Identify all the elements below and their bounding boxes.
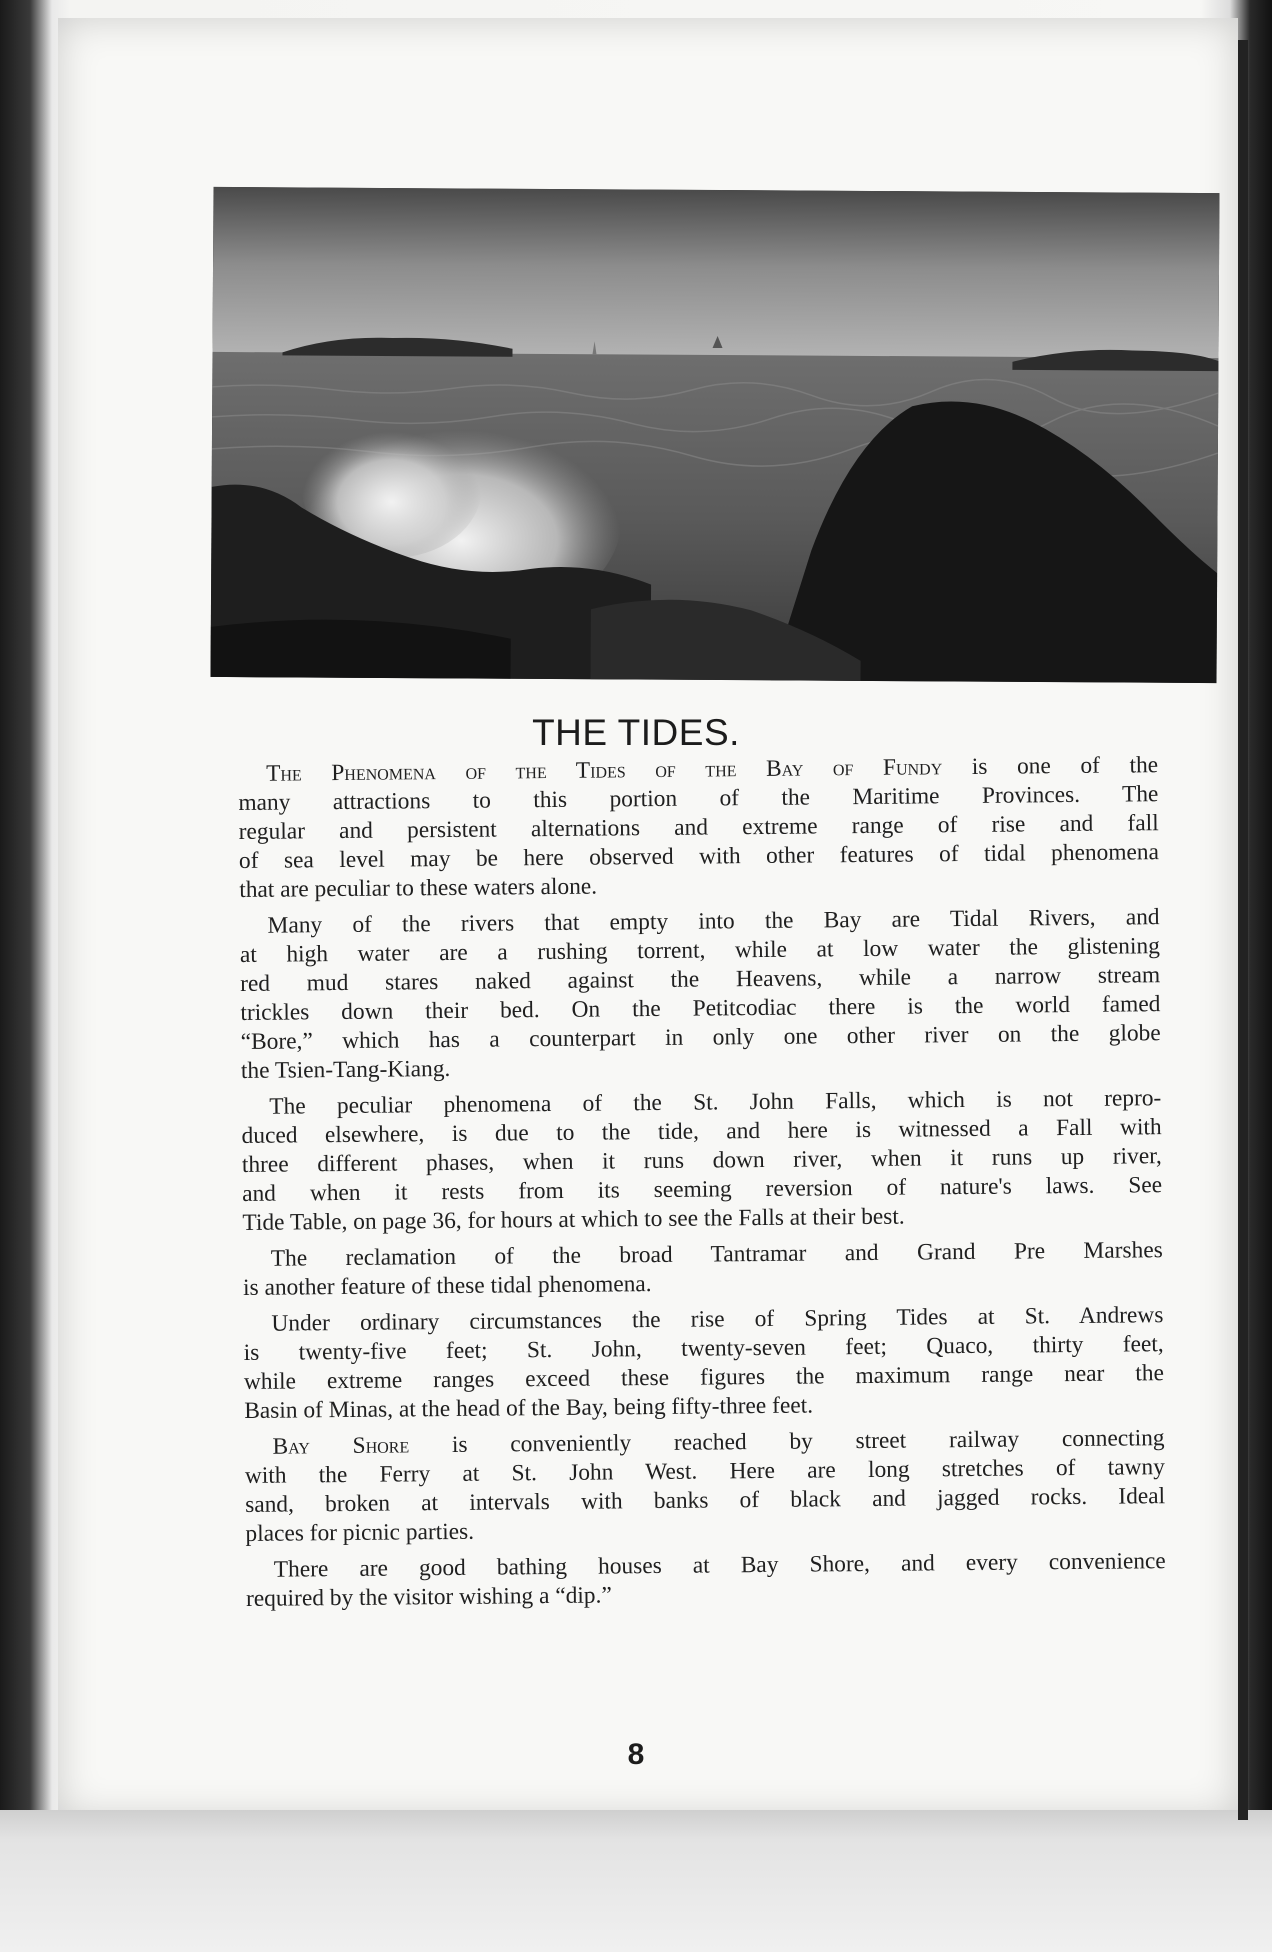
line-text: “Bore,” which has a counterpart in only one other river on the globe [240,1020,1161,1055]
line-text: while extreme ranges exceed these figures the maximum range near the [243,1360,1165,1395]
page-title: THE TIDES. [532,712,740,753]
line-text: Tide Table, on page 36, for hours at which to see the Falls at their best. [242,1203,905,1236]
line-text: duced elsewhere, is due to the tide, and here is witnessed a Fall with [241,1114,1162,1149]
line-text: regular and persistent alternations and extreme range of rise and fall [238,810,1159,845]
line-text: sand, broken at intervals with banks of black and jagged rocks. Ideal [245,1483,1166,1518]
line-text: is one of the [942,752,1159,781]
paragraph [243,1236,1164,1303]
scan-bottom-margin [0,1810,1272,1952]
paragraph [243,1301,1164,1426]
line-text: The reclamation of the broad Tantramar and Grand Pre Marshes [270,1237,1163,1272]
page-number: 8 [627,1738,645,1771]
seascape-illustration [211,187,1220,683]
line-text: is twenty-five feet; St. John, twenty-seven feet; Quaco, thirty feet, [243,1331,1164,1366]
paragraph [246,1547,1167,1614]
paragraph [239,903,1161,1086]
small-caps-lead: Bay Shore [272,1432,410,1460]
line-text: Under ordinary circumstances the rise of Spring Tides at St. Andrews [271,1302,1164,1337]
article-body [238,751,1166,1621]
line-text: There are good bathing houses at Bay Shore, and every convenience [273,1548,1166,1583]
line-text: The peculiar phenomena of the St. John Falls, which is not repro- [269,1085,1162,1120]
small-caps-lead: The Phenomena of the Tides of the Bay of Fundy [266,754,943,787]
page-edge-shadow [1238,40,1248,1820]
line-text: that are peculiar to these waters alone. [239,873,598,903]
line-text: and when it rests from its seeming reversion of nature's laws. See [242,1172,1163,1207]
seascape-photograph [211,187,1220,683]
line-text: Many of the rivers that empty into the Bay are Tidal Rivers, and [267,904,1160,939]
paragraph [241,1084,1162,1238]
line-text: at high water are a rushing torrent, while at low water the glistening [239,933,1160,968]
paragraph [238,751,1159,905]
line-text: three different phases, when it runs down river, when it runs up river, [241,1143,1162,1178]
paragraph [244,1424,1165,1549]
line-text: is another feature of these tidal phenomena. [242,1271,652,1301]
line-text: Basin of Minas, at the head of the Bay, being fifty-three feet. [244,1392,814,1424]
line-text: red mud stares naked against the Heavens, while a narrow stream [240,962,1161,997]
line-text: many attractions to this portion of the Maritime Provinces. The [238,781,1159,816]
line-text: is conveniently reached by street railway connecting [409,1425,1165,1459]
line-text: of sea level may be here observed with other features of tidal phenomena [238,839,1160,874]
line-text: places for picnic parties. [245,1518,475,1547]
line-text: required by the visitor wishing a “dip.” [245,1582,612,1612]
line-text: trickles down their bed. On the Petitcodiac there is the world famed [240,991,1161,1026]
line-text: with the Ferry at St. John West. Here are long stretches of tawny [244,1454,1165,1489]
line-text: the Tsien-Tang-Kiang. [240,1055,451,1084]
